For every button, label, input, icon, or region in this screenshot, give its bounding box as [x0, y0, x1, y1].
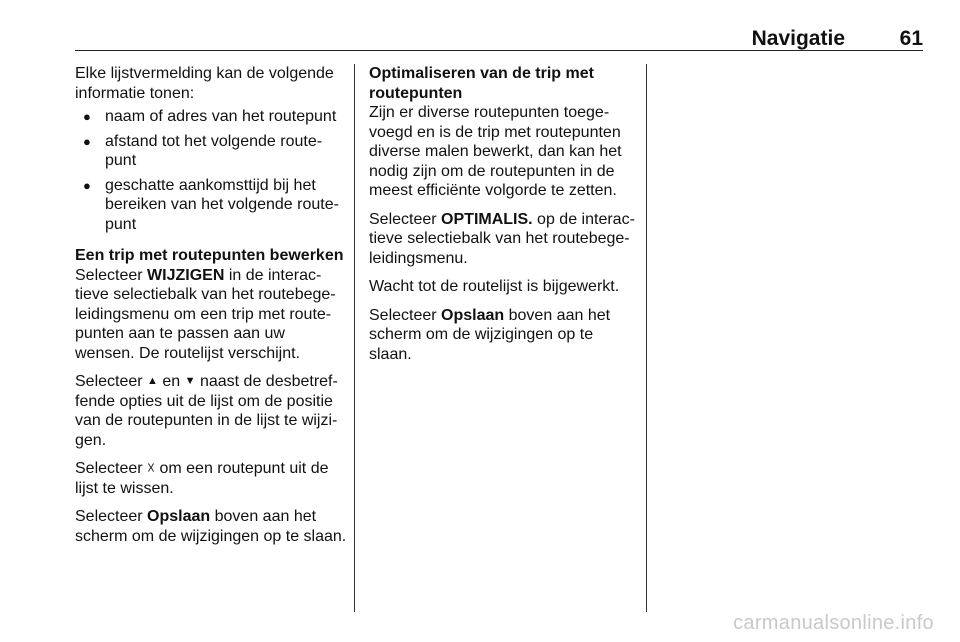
section-heading: Optimaliseren van de trip met routepunten: [369, 65, 594, 102]
page-number: 61: [899, 27, 923, 50]
paragraph: Selecteer Opslaan boven aan het scherm om de wijzigingen op te slaan.: [75, 508, 347, 545]
close-icon: ☓: [147, 460, 156, 477]
paragraph: Selecteer OPTIMALIS. op de interac-tieve selectiebalk van het routebege-leidingsmenu.: [369, 210, 635, 267]
intro-paragraph: Elke lijstvermelding kan de volgende informatie tonen:: [75, 65, 334, 102]
bullet-icon: ●: [83, 109, 91, 124]
paragraph: Selecteer ☓ om een routepunt uit de lijst te wissen.: [75, 460, 329, 497]
keyword-opslaan: Opslaan: [147, 508, 211, 525]
column-divider: [354, 64, 355, 612]
keyword-optimalis: OPTIMALIS.: [441, 210, 533, 228]
list-item: ● afstand tot het volgende route-punt: [83, 132, 323, 169]
keyword-wijzigen: WIJZIGEN: [147, 266, 225, 284]
paragraph: Selecteer WIJZIGEN in de interac-tieve selectiebalk van het routebege-leidingsmenu om een trip met route-punten aan te passen aan uw wensen. De routelijst verschijnt.: [75, 266, 336, 362]
column-divider: [646, 64, 647, 612]
page-title: Navigatie: [751, 27, 845, 50]
watermark: carmanualsonline.info: [733, 612, 934, 634]
arrow-down-icon: ▼: [184, 375, 196, 387]
text-column-left: [75, 64, 347, 555]
bullet-icon: ●: [83, 133, 91, 149]
paragraph: Selecteer ▲ en ▼ naast de desbetref-fende opties uit de lijst om de positie van de routepunten in de lijst te wijzi-gen.: [75, 373, 338, 449]
text-column-middle: [369, 64, 637, 373]
list-item: ● geschatte aankomsttijd bij het bereiken van het volgende route-punt: [83, 176, 339, 233]
paragraph: Wacht tot de routelijst is bijgewerkt.: [369, 278, 620, 295]
page-header: [75, 28, 923, 51]
arrow-up-icon: ▲: [147, 375, 158, 387]
paragraph: Zijn er diverse routepunten toege-voegd en is de trip met routepunten diverse malen bewerkt, dan kan het nodig zijn om de routepunten in de meest efficiënte volgorde te zetten.: [369, 104, 622, 199]
keyword-opslaan: Opslaan: [441, 306, 505, 324]
info-list: [75, 107, 347, 234]
paragraph: Selecteer Opslaan boven aan het scherm om de wijzigingen op te slaan.: [369, 306, 611, 363]
section-heading: Een trip met routepunten bewerken: [75, 247, 344, 264]
bullet-icon: ●: [83, 177, 91, 193]
list-item: ● naam of adres van het routepunt: [83, 108, 337, 125]
